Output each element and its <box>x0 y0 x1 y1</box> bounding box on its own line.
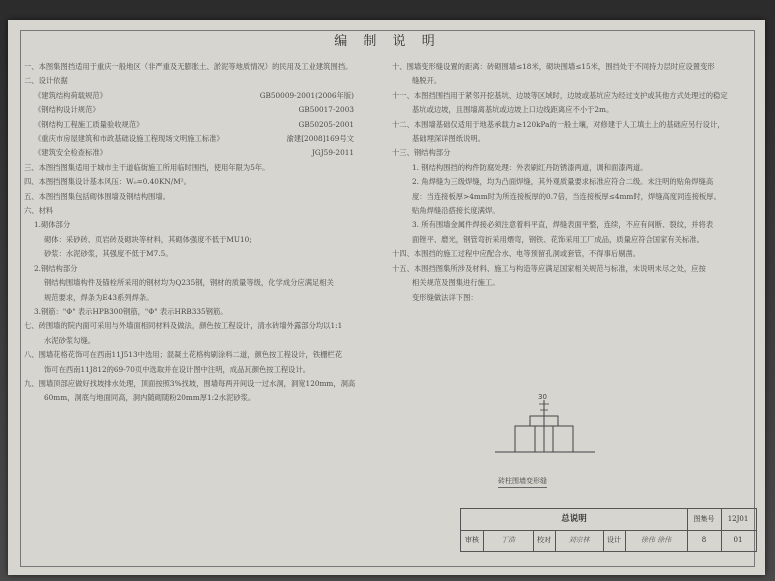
page-number: 01 <box>733 536 743 544</box>
right-paragraph: 十三、钢结构部分 <box>392 148 451 158</box>
left-paragraph: 九、围墙顶部应做好找坡排水处理，顶面按照3%找坡，围墙每两开间设一过水洞，洞宽120mm，洞高 <box>24 378 356 388</box>
reviewer-signature: 丁浩 <box>483 530 534 551</box>
right-paragraph: 十四、本围挡的施工过程中应配合水、电等预留孔洞或套管，不得事后剔凿。 <box>392 249 641 259</box>
left-paragraph: 3.钢筋："Φ" 表示HPB300钢筋，"Φ" 表示HRB335钢筋。 <box>34 306 228 316</box>
standard-code: JGJ59-2011 <box>312 148 354 158</box>
standard-name: 《钢结构工程施工质量验收规范》 <box>34 119 144 129</box>
joint-caption: 砖柱围墙变形缝 <box>498 476 547 488</box>
left-standard-row <box>24 146 354 160</box>
left-paragraph: 饰可在西南11J812的69-70页中选取并在设计图中注明，成品瓦颜色按工程设计。 <box>44 364 311 374</box>
atlas-number: 12J01 <box>727 515 749 523</box>
standard-name: 《重庆市房屋建筑和市政基础设施工程现场文明施工标准》 <box>34 134 224 144</box>
joint-dimension: 30 <box>538 393 547 401</box>
expansion-joint-diagram <box>490 390 600 480</box>
left-paragraph: 一、本图集图挡适用于重庆一般地区（非严重及无膨胀土、淤泥等地质情况）的民用及工业建筑围挡。 <box>24 62 353 71</box>
right-paragraph: 十五、本围挡图集所涉及材料、施工与构造等应满足国家相关规范与标准，未说明未尽之处，应按 <box>392 263 706 273</box>
right-paragraph: 贴角焊缝沿搭接长度满焊。 <box>412 206 500 216</box>
left-paragraph: 五、本图挡图集包括砌体围墙及钢结构围墙。 <box>24 191 170 201</box>
left-paragraph: 钢结构围墙构件及锚栓所采用的钢材均为Q235钢，钢材的质量等级，化学成分应满足相关 <box>44 278 334 288</box>
left-paragraph: 规范要求，焊条为E43系列焊条。 <box>44 292 154 302</box>
standard-code: GB50205-2001 <box>298 119 354 129</box>
left-paragraph: 2.钢结构部分 <box>34 263 78 273</box>
left-paragraph: 砂浆：水泥砂浆，其强度不低于M7.5。 <box>44 249 173 259</box>
right-paragraph: 面锉平、磨光，钢管弯折采用煨弯，钢铁、花饰采用工厂成品，质量应符合国家有关标准。 <box>412 234 704 244</box>
right-paragraph: 十二、本围墙基础仅适用于地基承载力≥120kPa的一般土壤，对修建于人工填土上的基础应另行设计， <box>392 119 725 129</box>
left-standard-row <box>24 132 354 146</box>
left-paragraph: 四、本图挡图集设计基本风压：W₀=0.40KN/M²。 <box>24 177 191 187</box>
standard-code: GB50017-2003 <box>298 105 354 115</box>
left-paragraph: 1.砌体部分 <box>34 220 71 230</box>
title-block <box>460 508 757 552</box>
left-standard-row <box>24 89 354 103</box>
designer-signature: 徐伟 徐伟 <box>625 530 688 551</box>
left-paragraph: 八、围墙花格花饰可在西南11J513中选用；混凝土花格构刷涂料二道，颜色按工程设计，铁栅栏花 <box>24 350 343 360</box>
atlas-label: 图集号 <box>687 509 722 530</box>
right-paragraph: 变形缝做法详下图： <box>412 292 478 302</box>
drawing-name: 总说明 <box>461 509 688 530</box>
right-paragraph: 1. 钢结构围挡的构件防腐处理：外表刷红丹防锈漆两道，调和面漆两道。 <box>412 162 648 172</box>
page-sub: 8 <box>687 530 722 551</box>
standard-name: 《建筑安全检查标准》 <box>34 148 107 158</box>
right-paragraph: 3. 所有围墙金属件焊接必须注意着料平直，焊缝表面平整，连续，不应有间断、裂纹，并将表 <box>412 220 714 230</box>
left-paragraph: 水泥砂浆勾缝。 <box>44 335 96 345</box>
left-paragraph: 七、砖围墙的院内面可采用与外墙面相同材料及做法，颜色按工程设计，清水砖墙外露部分均以1:1 <box>24 321 343 331</box>
standard-code: 渝建[2008]169号文 <box>286 134 354 144</box>
left-paragraph: 二、设计依据 <box>24 76 68 86</box>
right-paragraph: 基坑或边坡，且围墙离基坑或边坡上口边线距离应不小于2m。 <box>412 105 614 115</box>
right-paragraph: 2. 角焊缝为三级焊缝，均为凸面焊缝，其外观质量要求标准应符合二级。未注明的贴角焊缝高 <box>412 177 714 187</box>
right-paragraph: 基础埋深详图纸说明。 <box>412 134 485 144</box>
right-paragraph: 相关规范及图集进行施工。 <box>412 278 500 288</box>
standard-name: 《建筑结构荷载规范》 <box>34 90 107 100</box>
left-paragraph: 砌体：采砂砖、页岩砖及砌块等材料，其砌体强度不低于MU10; <box>44 234 252 244</box>
left-standard-row <box>24 103 354 117</box>
standard-name: 《钢结构设计规范》 <box>34 105 100 115</box>
left-column <box>24 60 369 406</box>
standard-code: GB50009-2001(2006年版) <box>259 90 354 100</box>
left-paragraph: 六、材料 <box>24 206 54 216</box>
checker-signature: 刘宗林 <box>555 530 604 551</box>
document-title: 编 制 说 明 <box>334 34 441 49</box>
right-paragraph: 十一、本图挡围挡用于紧邻开挖基坑、边坡等区域时，边坡或基坑应为经过支护或其他方式处理过的稳定 <box>392 90 728 100</box>
left-standard-row <box>24 118 354 132</box>
right-paragraph: 缝脱开。 <box>412 76 442 86</box>
right-paragraph: 十、围墙变形缝设置的距离：砖砌围墙≤18米，砌块围墙≤15米，围挡处于不同持力层时应设置变形 <box>392 62 715 71</box>
checker-label: 校对 <box>533 530 556 551</box>
right-column <box>392 60 737 305</box>
left-paragraph: 60mm，洞底与地面同高，洞内随砌随粉20mm厚1:2水泥砂浆。 <box>44 393 256 403</box>
designer-label: 设计 <box>603 530 626 551</box>
left-paragraph: 三、本图挡图集适用于城市主干道临街施工所用临时围挡，使用年限为5年。 <box>24 162 270 172</box>
reviewer-label: 审核 <box>461 530 484 551</box>
right-paragraph: 度：当连接板厚>4mm时为所连接板厚的0.7倍，当连接板厚≤4mm时，焊缝高度同连接板厚。 <box>412 191 721 201</box>
